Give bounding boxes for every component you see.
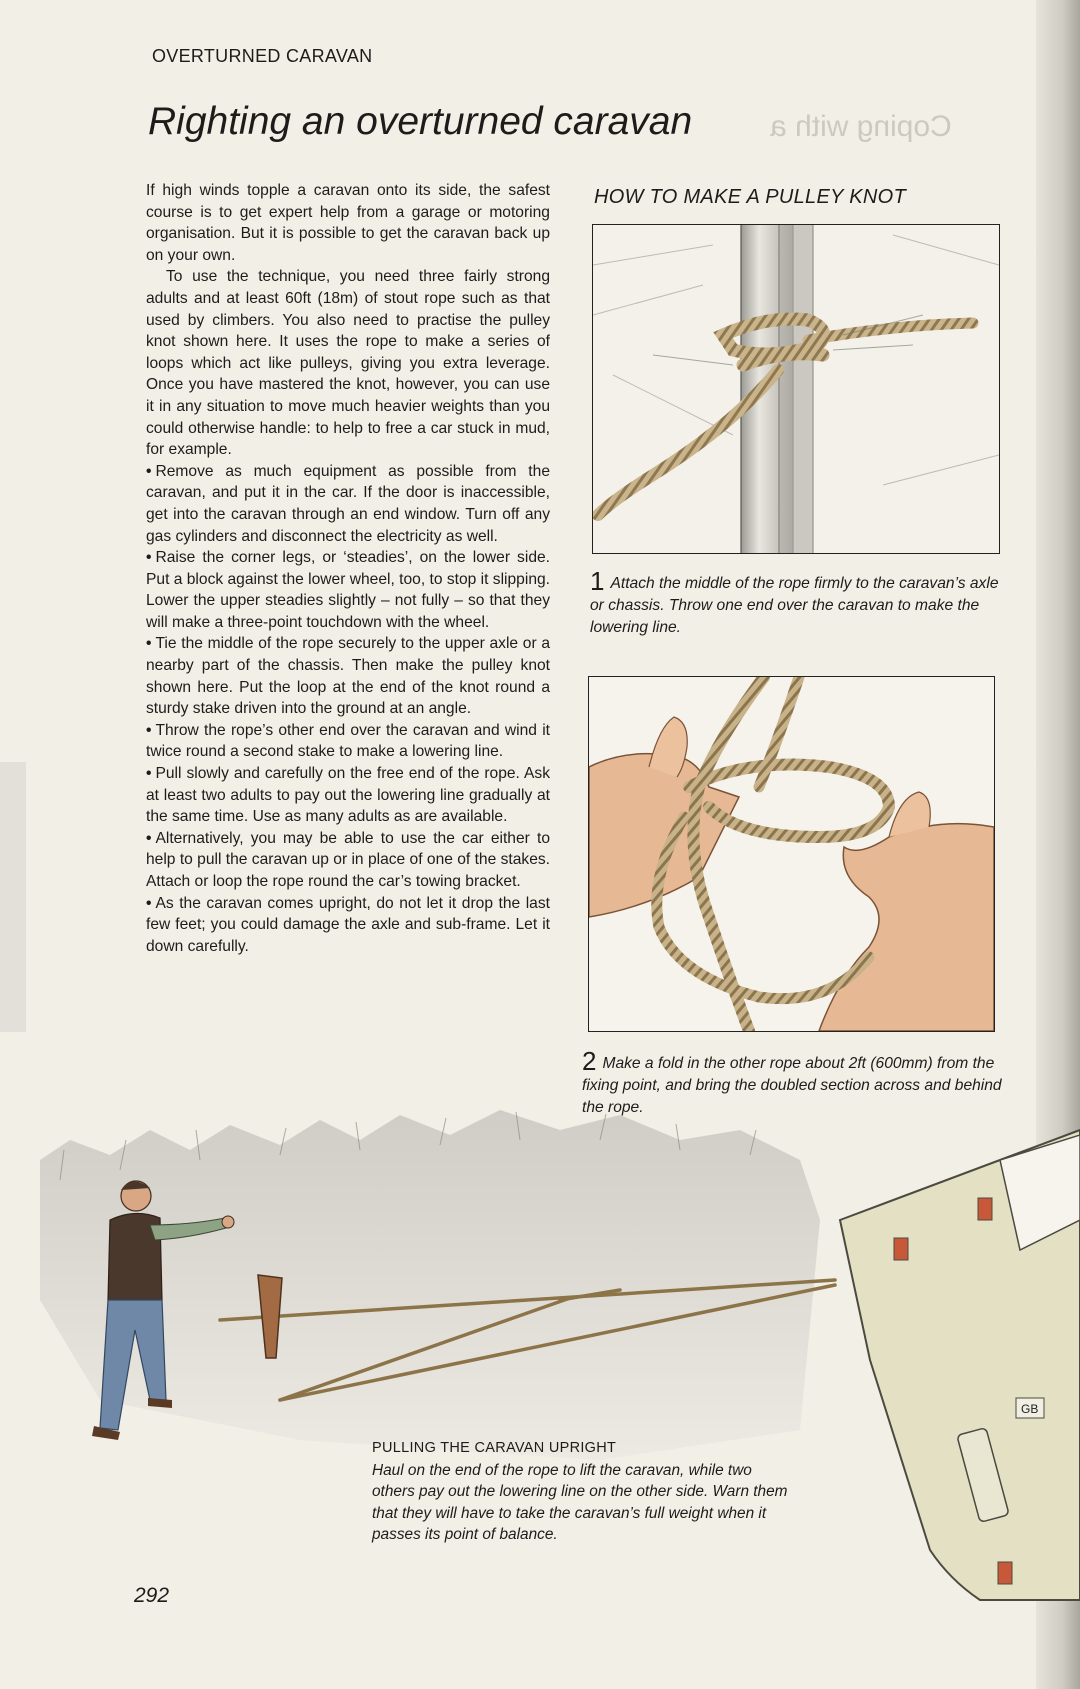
scene-caption-title: PULLING THE CARAVAN UPRIGHT <box>372 1440 617 1456</box>
pole-knot-drawing <box>593 225 999 553</box>
knot-step-1-caption <box>590 566 1010 639</box>
caravan-plate: GB <box>1021 1402 1039 1416</box>
bullet-item <box>146 893 550 958</box>
page-edge-tab <box>0 762 26 1032</box>
overturned-caravan <box>840 1130 1080 1600</box>
bullet-icon: • <box>146 549 152 567</box>
technique-paragraph: To use the technique, you need three fairly strong adults and at least 60ft (18m) of stout rope such as that used by climbers. You also need to practise the pulley knot shown here. It uses the rope to make a series of loops which act like pulleys, giving you extra leverage. Once you have mastered the knot, however, you can use it in any situation to move much heavier weights than you could otherwise handle: to help to free a car stuck in mud, for example. <box>146 268 550 459</box>
scene-caption <box>372 1438 792 1546</box>
bullet-icon: • <box>146 462 152 480</box>
bullet-text: Tie the middle of the rope securely to the upper axle or a nearby part of the chassis. Then make the pulley knot shown here. Put the loop at the end of the knot round a sturdy stake driven into the ground at an angle. <box>146 635 550 718</box>
page-number: 292 <box>134 1584 170 1607</box>
bullet-text: Alternatively, you may be able to use the car either to help to pull the caravan up or in place of one of the stakes. Attach or loop the rope round the car’s towing bracket. <box>146 829 550 890</box>
bullet-text: Raise the corner legs, or ‘steadies’, on the lower side. Put a block against the lower wheel, too, to stop it slipping. Lower the upper steadies slightly – not fully – so that they will make a three-point touchdown with the wheel. <box>146 549 550 631</box>
bullet-icon: • <box>146 765 152 783</box>
intro-paragraph: If high winds topple a caravan onto its side, the safest course is to get expert help from a garage or motoring organisation. But it is possible to get the caravan back up on your own. <box>146 182 550 264</box>
step-text: Attach the middle of the rope firmly to the caravan’s axle or chassis. Throw one end over the caravan to make the lowering line. <box>590 575 999 636</box>
step-text: Make a fold in the other rope about 2ft (600mm) from the fixing point, and bring the doubled section across and behind the rope. <box>582 1055 1002 1116</box>
knot-step-2-illustration <box>588 676 995 1032</box>
body-text-column <box>146 180 550 957</box>
bullet-icon: • <box>146 721 152 739</box>
bullet-item <box>146 828 550 893</box>
bullet-text: As the caravan comes upright, do not let it drop the last few feet; you could damage the axle and sub-frame. Let it down carefully. <box>146 894 550 955</box>
knot-step-1-illustration <box>592 224 1000 554</box>
bullet-item <box>146 720 550 763</box>
bleed-through-text: Coping with a <box>770 110 952 143</box>
section-label: OVERTURNED CARAVAN <box>152 46 373 66</box>
bullet-icon: • <box>146 829 152 847</box>
bullet-text: Throw the rope’s other end over the caravan and wind it twice round a second stake to make a lowering line. <box>146 721 550 761</box>
page-title: Righting an overturned caravan <box>148 100 693 143</box>
step-number: 1 <box>590 566 605 596</box>
scene-caption-text: Haul on the end of the rope to lift the caravan, while two others pay out the lowering line on the other side. Warn them that they will have to take the caravan’s full weight when it passes its point of balance. <box>372 1461 788 1543</box>
bullet-item <box>146 633 550 719</box>
bullet-text: Pull slowly and carefully on the free end of the rope. Ask at least two adults to pay out the lowering line gradually at the same time. Use as many adults as are available. <box>146 765 550 826</box>
hands-loop-drawing <box>589 677 994 1031</box>
bullet-text: Remove as much equipment as possible from the caravan, and put it in the car. If the door is inaccessible, get into the caravan through an end window. Turn off any gas cylinders and disconnect the electricity as well. <box>146 462 550 545</box>
step-number: 2 <box>582 1046 597 1076</box>
bullet-icon: • <box>146 635 152 653</box>
bullet-item <box>146 763 550 828</box>
bullet-item <box>146 547 550 633</box>
bullet-icon: • <box>146 894 152 912</box>
howto-title: HOW TO MAKE A PULLEY KNOT <box>594 186 907 208</box>
bullet-item <box>146 461 550 547</box>
